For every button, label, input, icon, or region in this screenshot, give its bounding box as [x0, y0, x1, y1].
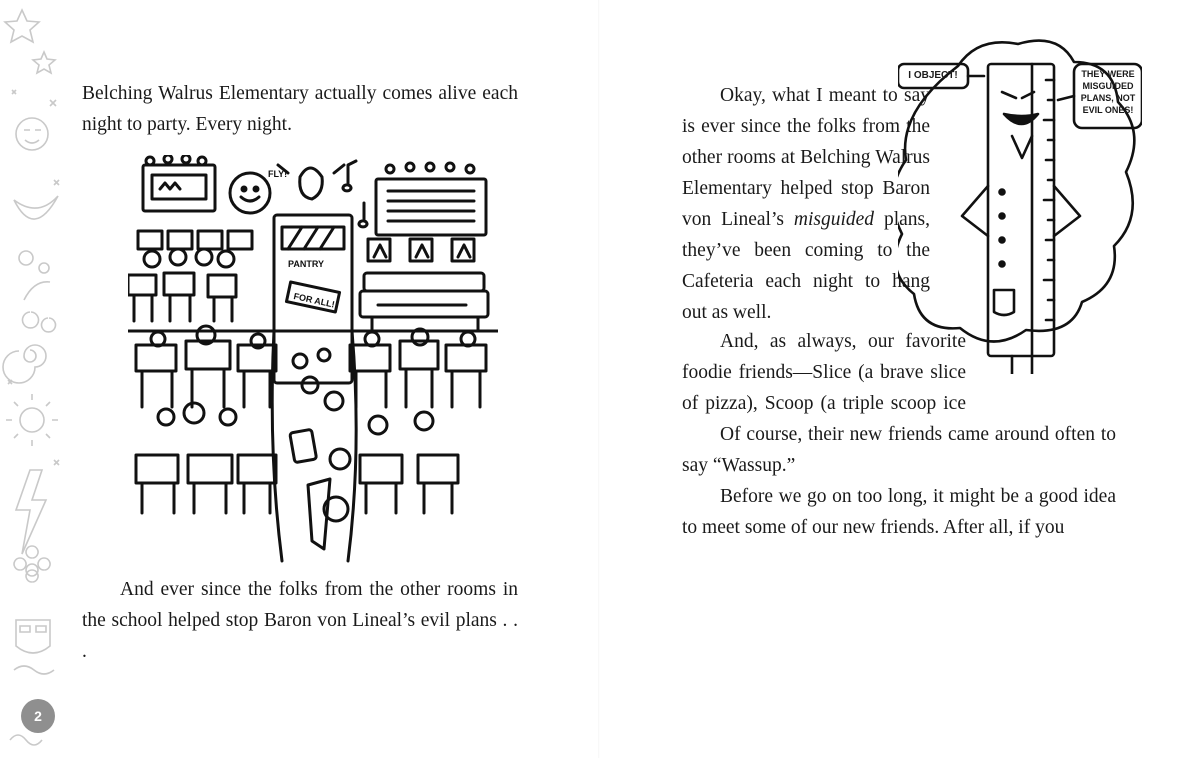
- swirl-doodle-icon: [14, 666, 54, 674]
- smiley-doodle-icon: [16, 118, 48, 150]
- cherry-doodle-icon: [23, 282, 56, 332]
- fly-label: FLY!: [268, 169, 288, 179]
- sun-doodle-icon: [20, 408, 44, 432]
- clock-character-icon: [230, 173, 270, 213]
- cafeteria-party-illustration: [128, 155, 498, 565]
- right-paragraph-1-text: Okay, what I meant to say is ever since the folks from the other rooms at Belching Walrus Elementary helped stop Baron von Lineal’s: [682, 85, 930, 230]
- left-paragraph-2: And ever since the folks from the other rooms in the school helped stop Baron von Lineal’s evil plans . . .: [82, 579, 518, 662]
- misguided-plans-text: THEY WERE MISGUIDED PLANS, NOT EVIL ONES!: [1080, 69, 1136, 115]
- page-number: 2: [34, 708, 42, 724]
- left-paragraph-1: Belching Walrus Elementary actually comes alive each night to party. Every night.: [82, 83, 518, 135]
- misguided-emphasis: misguided: [793, 209, 875, 230]
- page-gutter: [598, 0, 600, 758]
- margin-doodles-decoration: [0, 0, 68, 758]
- page-number-badge: [21, 699, 55, 733]
- right-paragraph-2-text: And, as always, our favorite foodie friends—Slice (a brave slice of pizza), Scoop (a triple scoop ice: [682, 331, 966, 414]
- right-text-block: [682, 419, 1116, 543]
- flower-doodle-icon: [14, 546, 50, 582]
- for-all-label: FOR ALL!: [292, 291, 336, 310]
- i-object-text: I OBJECT!: [908, 70, 958, 81]
- right-paragraph-1: [682, 80, 930, 328]
- lightning-doodle-icon: [16, 470, 46, 554]
- star-doodle-icon: [33, 52, 55, 73]
- ruler-body: [988, 64, 1054, 356]
- sunglasses-face-doodle-icon: [16, 620, 50, 653]
- pantry-label: PANTRY: [288, 259, 324, 269]
- banana-doodle-icon: [14, 196, 58, 219]
- right-paragraph-3: Of course, their new friends came around often to say “Wassup.”: [682, 424, 1116, 476]
- right-paragraph-1-end: plans, they’ve been coming to the Cafeteria each night to hang out as well.: [682, 209, 930, 323]
- right-paragraph-4: Before we go on too long, it might be a good idea to meet some of our new friends. After all, if you: [682, 486, 1116, 538]
- spiral-doodle-icon: [3, 345, 46, 383]
- ruler-character-illustration: [898, 36, 1142, 374]
- star-doodle-icon: [5, 10, 39, 42]
